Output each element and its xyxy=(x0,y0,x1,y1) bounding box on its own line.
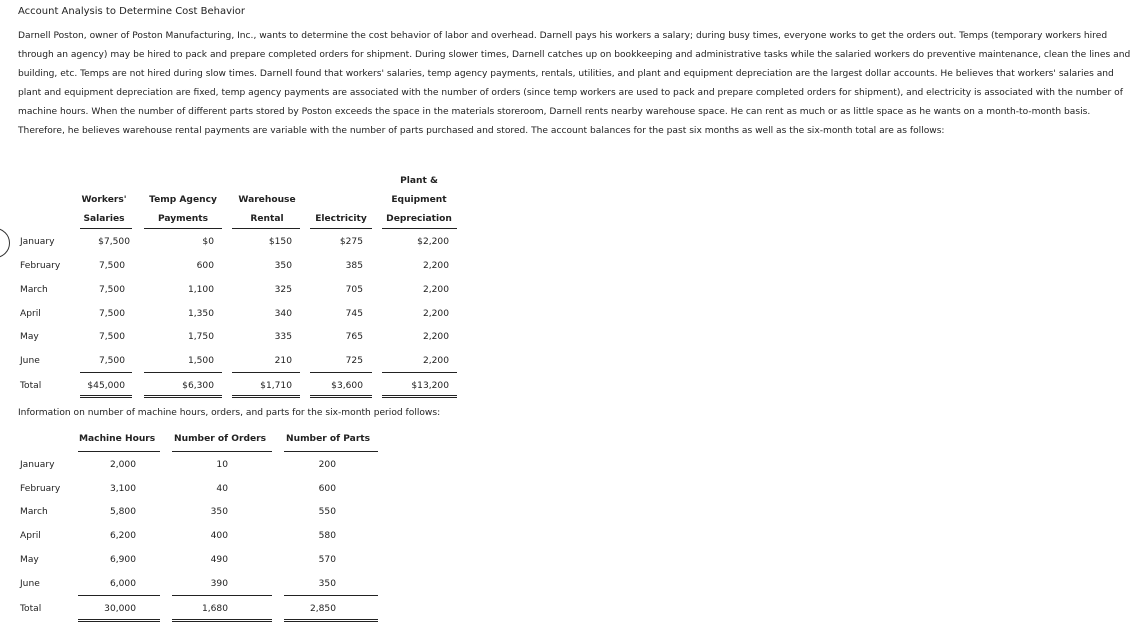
cell-depreciation: $2,200 xyxy=(417,237,449,247)
cell-depreciation: 2,200 xyxy=(422,261,449,271)
circle-marker[interactable] xyxy=(0,228,10,258)
total-rule xyxy=(310,372,372,373)
row-label: June xyxy=(20,579,40,589)
cell-machine-hours: 6,200 xyxy=(109,531,136,541)
cell-temp: $6,300 xyxy=(182,381,214,391)
double-rule xyxy=(78,621,160,622)
row-label: Total xyxy=(20,381,42,391)
double-rule xyxy=(78,619,160,620)
cell-parts: 2,850 xyxy=(309,604,336,614)
row-label: March xyxy=(20,507,48,517)
cell-salaries: 7,500 xyxy=(98,309,125,319)
cell-parts: 200 xyxy=(318,460,336,470)
cell-electricity: $275 xyxy=(339,237,363,247)
cell-warehouse: $150 xyxy=(268,237,292,247)
cell-orders: 40 xyxy=(216,484,228,494)
double-rule xyxy=(232,395,300,396)
cell-machine-hours: 2,000 xyxy=(109,460,136,470)
cell-orders: 1,680 xyxy=(201,604,228,614)
cell-depreciation: 2,200 xyxy=(422,356,449,366)
cell-parts: 550 xyxy=(318,507,336,517)
cell-machine-hours: 30,000 xyxy=(104,604,136,614)
cell-salaries: $7,500 xyxy=(98,237,130,247)
total-rule xyxy=(172,595,272,596)
header-warehouse-rental: Warehouse Rental xyxy=(238,195,296,224)
cell-temp: 600 xyxy=(196,261,214,271)
total-rule xyxy=(144,372,222,373)
cell-temp: $0 xyxy=(202,237,214,247)
double-rule xyxy=(284,621,378,622)
row-label: April xyxy=(20,309,41,319)
double-rule xyxy=(310,395,372,396)
cell-salaries: 7,500 xyxy=(98,356,125,366)
header-electricity: Electricity xyxy=(315,214,367,224)
cell-parts: 580 xyxy=(318,531,336,541)
double-rule xyxy=(382,395,457,396)
row-label: February xyxy=(20,261,61,271)
double-rule xyxy=(80,397,132,398)
cell-machine-hours: 5,800 xyxy=(109,507,136,517)
cell-electricity: 385 xyxy=(345,261,363,271)
total-rule xyxy=(78,595,160,596)
cell-electricity: 765 xyxy=(345,332,363,342)
double-rule xyxy=(172,621,272,622)
cell-depreciation: $13,200 xyxy=(411,381,449,391)
double-rule xyxy=(284,619,378,620)
cell-temp: 1,500 xyxy=(187,356,214,366)
row-label: May xyxy=(20,332,39,342)
row-label: January xyxy=(20,237,55,247)
double-rule xyxy=(232,397,300,398)
cell-electricity: 705 xyxy=(345,285,363,295)
header-rule xyxy=(232,228,300,229)
double-rule xyxy=(144,395,222,396)
header-number-of-parts: Number of Parts xyxy=(286,434,371,444)
cell-salaries: 7,500 xyxy=(98,332,125,342)
cell-orders: 400 xyxy=(210,531,228,541)
cell-warehouse: 325 xyxy=(274,285,292,295)
cell-orders: 390 xyxy=(210,579,228,589)
cell-warehouse: $1,710 xyxy=(260,381,292,391)
cell-salaries: 7,500 xyxy=(98,261,125,271)
double-rule xyxy=(80,395,132,396)
total-rule xyxy=(232,372,300,373)
header-rule xyxy=(80,228,132,229)
row-label: June xyxy=(20,356,40,366)
header-rule xyxy=(144,228,222,229)
row-label: April xyxy=(20,531,41,541)
cell-machine-hours: 3,100 xyxy=(109,484,136,494)
intro-paragraph: Darnell Poston, owner of Poston Manufacturing, Inc., wants to determine the cost behavior of labor and overhead. Darnell pays his workers a salary; during busy times, everyone works to get the orders out. Temps (temporary workers hired through an agency) may be hired to pack and prepare completed orders for shipment. During slower times, Darnell catches up on bookkeeping and administrative tasks while the salaried workers do preventive maintenance, clean the lines and building, etc. Temps are not hired during slow times. Darnell found that workers' salaries, temp agency payments, rentals, utilities, and plant and equipment depreciation are the largest dollar accounts. He believes that workers' salaries and plant and equipment depreciation are fixed, temp agency payments are associated with the number of orders (since temp workers are used to pack and prepare completed orders for shipment), and electricity is associated with the number of machine hours. When the number of different parts stored by Poston exceeds the space in the materials storeroom, Darnell rents nearby warehouse space. He can rent as much or as little space as he wants on a month-to-month basis. Therefore, he believes warehouse rental payments are variable with the number of parts purchased and stored. The account balances for the past six months as well as the six-month total are as follows: xyxy=(18,31,1131,136)
row-label: February xyxy=(20,484,61,494)
cell-electricity: 745 xyxy=(345,309,363,319)
cell-warehouse: 210 xyxy=(274,356,292,366)
header-rule xyxy=(382,228,457,229)
header-rule xyxy=(172,451,272,452)
cell-machine-hours: 6,000 xyxy=(109,579,136,589)
cell-depreciation: 2,200 xyxy=(422,309,449,319)
cell-salaries: $45,000 xyxy=(87,381,125,391)
header-rule xyxy=(284,451,378,452)
cell-machine-hours: 6,900 xyxy=(109,555,136,565)
info-line: Information on number of machine hours, orders, and parts for the six-month period follows: xyxy=(18,408,441,418)
total-rule xyxy=(382,372,457,373)
cell-salaries: 7,500 xyxy=(98,285,125,295)
total-rule xyxy=(284,595,378,596)
cell-warehouse: 350 xyxy=(274,261,292,271)
page-title: Account Analysis to Determine Cost Behavior xyxy=(18,6,246,17)
cell-temp: 1,100 xyxy=(187,285,214,295)
double-rule xyxy=(382,397,457,398)
cell-warehouse: 340 xyxy=(274,309,292,319)
cell-orders: 490 xyxy=(210,555,228,565)
cell-parts: 570 xyxy=(318,555,336,565)
row-label: March xyxy=(20,285,48,295)
cell-orders: 10 xyxy=(216,460,228,470)
cell-parts: 350 xyxy=(318,579,336,589)
cell-warehouse: 335 xyxy=(274,332,292,342)
header-temp-agency-payments: Temp Agency Payments xyxy=(149,195,217,224)
header-machine-hours: Machine Hours xyxy=(79,434,156,444)
cell-temp: 1,350 xyxy=(187,309,214,319)
header-rule xyxy=(78,451,160,452)
cell-parts: 600 xyxy=(318,484,336,494)
row-label: Total xyxy=(20,604,42,614)
cell-orders: 350 xyxy=(210,507,228,517)
header-rule xyxy=(310,228,372,229)
double-rule xyxy=(144,397,222,398)
cell-electricity: $3,600 xyxy=(331,381,363,391)
header-workers-salaries: Workers' Salaries xyxy=(81,195,127,224)
header-number-of-orders: Number of Orders xyxy=(174,434,267,444)
total-rule xyxy=(80,372,132,373)
cell-electricity: 725 xyxy=(345,356,363,366)
header-plant-equipment-depreciation: Plant & Equipment Depreciation xyxy=(386,176,452,224)
row-label: May xyxy=(20,555,39,565)
cell-depreciation: 2,200 xyxy=(422,332,449,342)
cell-depreciation: 2,200 xyxy=(422,285,449,295)
cell-temp: 1,750 xyxy=(187,332,214,342)
row-label: January xyxy=(20,460,55,470)
double-rule xyxy=(172,619,272,620)
double-rule xyxy=(310,397,372,398)
